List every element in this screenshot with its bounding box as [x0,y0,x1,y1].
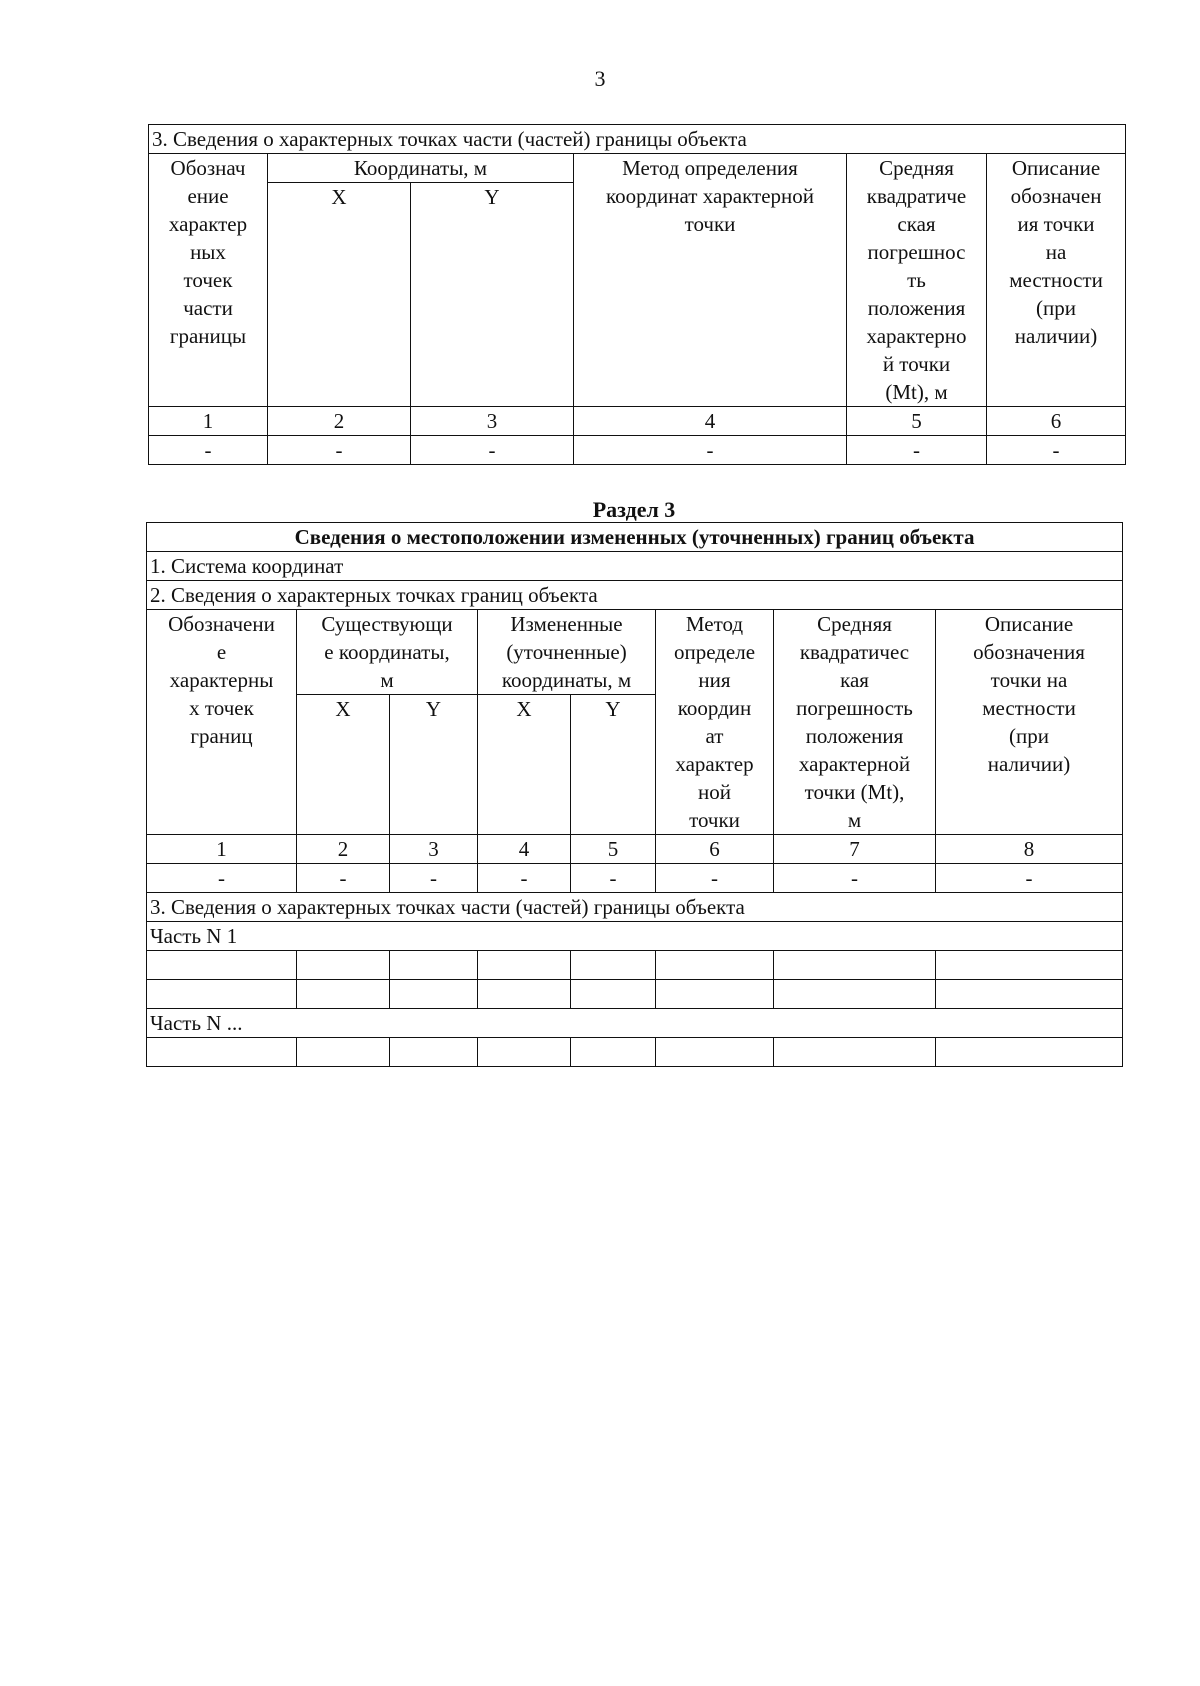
column-number: 5 [571,835,656,864]
column-number: 4 [478,835,571,864]
parts-caption: 3. Сведения о характерных точках части (частей) границы объекта [147,893,1123,922]
empty-cell [478,951,571,980]
table-cell: - [390,864,478,893]
column-number: 3 [390,835,478,864]
section-title: Раздел 3 [592,497,676,522]
column-number: 3 [411,407,574,436]
header-description: Описание обозначения точки на местности (при наличии) [936,610,1123,835]
empty-cell [774,980,936,1009]
column-number: 8 [936,835,1123,864]
empty-cell [936,1038,1123,1067]
empty-cell [656,1038,774,1067]
table-caption: 3. Сведения о характерных точках части (частей) границы объекта [149,125,1126,154]
header-changed-coordinates: Измененные (уточненные) координаты, м [478,610,656,695]
table-cell: - [268,436,411,465]
empty-cell [656,951,774,980]
table-cell: - [936,864,1123,893]
column-number: 2 [268,407,411,436]
empty-cell [478,980,571,1009]
coordinate-system-row: 1. Система координат [147,552,1123,581]
empty-cell [936,951,1123,980]
table-cell: - [987,436,1126,465]
header-existing-coordinates: Существующи е координаты, м [297,610,478,695]
header-y: Y [411,183,574,407]
column-number: 4 [574,407,847,436]
table-cell: - [149,436,268,465]
section-subtitle: Сведения о местоположении измененных (уточненных) границ объекта [147,523,1123,552]
changed-borders-table [146,522,1123,1067]
table-cell: - [656,864,774,893]
header-designation: Обозначени е характерны х точек границ [147,610,297,835]
empty-cell [390,951,478,980]
empty-cell [147,980,297,1009]
part-label: Часть N ... [147,1009,1123,1038]
part-label: Часть N 1 [147,922,1123,951]
table-cell: - [574,436,847,465]
empty-cell [571,951,656,980]
header-x: X [297,695,390,835]
header-coordinates: Координаты, м [268,154,574,183]
column-number: 6 [987,407,1126,436]
empty-cell [297,1038,390,1067]
column-number: 6 [656,835,774,864]
empty-cell [297,980,390,1009]
column-number: 2 [297,835,390,864]
empty-cell [390,1038,478,1067]
table-cell: - [297,864,390,893]
page-number: 3 [594,66,606,91]
column-number: 7 [774,835,936,864]
header-description: Описание обозначен ия точки на местности (при наличии) [987,154,1126,407]
header-y: Y [390,695,478,835]
column-number: 1 [147,835,297,864]
header-method: Метод определения координат характерной точки [574,154,847,407]
empty-cell [936,980,1123,1009]
empty-cell [571,1038,656,1067]
table-cell: - [411,436,574,465]
header-error: Средняя квадратичес кая погрешность положения характерной точки (Mt), м [774,610,936,835]
header-method: Метод определе ния координ ат характер ной точки [656,610,774,835]
empty-cell [774,1038,936,1067]
empty-cell [656,980,774,1009]
table-cell: - [847,436,987,465]
table-cell: - [571,864,656,893]
header-error: Средняя квадратиче ская погрешнос ть положения характерно й точки (Mt), м [847,154,987,407]
table-cell: - [478,864,571,893]
table-cell: - [147,864,297,893]
empty-cell [147,951,297,980]
header-x: X [478,695,571,835]
points-caption: 2. Сведения о характерных точках границ объекта [147,581,1123,610]
empty-cell [147,1038,297,1067]
empty-cell [774,951,936,980]
empty-cell [571,980,656,1009]
empty-cell [297,951,390,980]
empty-cell [478,1038,571,1067]
header-x: X [268,183,411,407]
header-y: Y [571,695,656,835]
column-number: 1 [149,407,268,436]
header-designation: Обознач ение характер ных точек части границы [149,154,268,407]
empty-cell [390,980,478,1009]
parts-points-table [148,124,1126,465]
table-cell: - [774,864,936,893]
column-number: 5 [847,407,987,436]
